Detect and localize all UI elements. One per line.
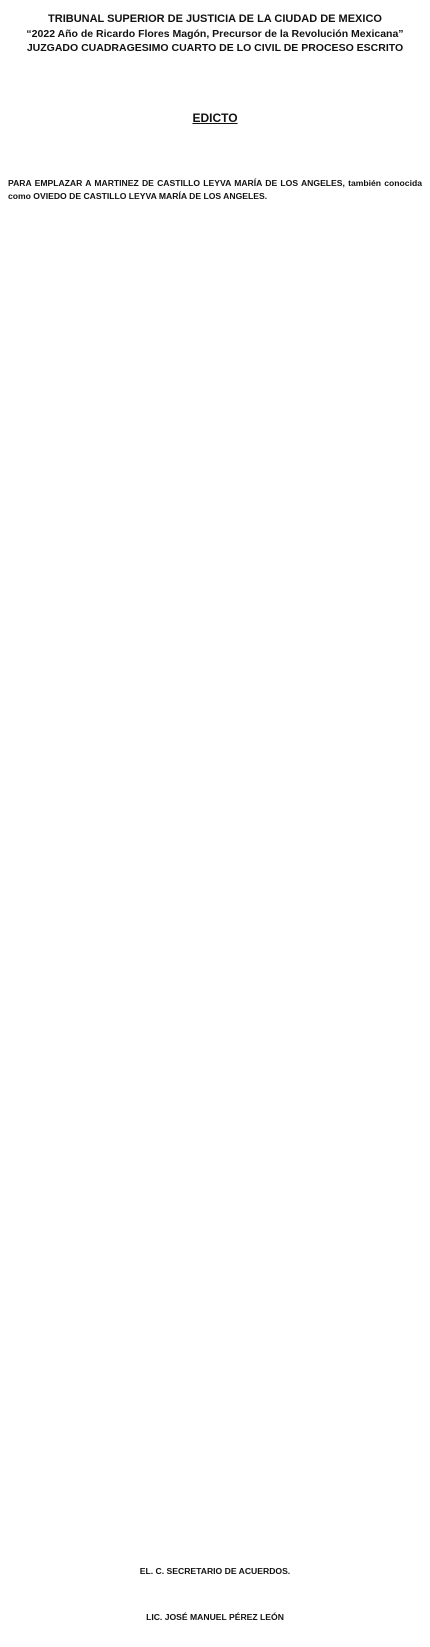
notice-title: EDICTO: [192, 111, 238, 126]
notice-body: [8, 228, 422, 1468]
court-name: TRIBUNAL SUPERIOR DE JUSTICIA DE LA CIUDAD DE MEXICO: [48, 13, 382, 25]
tribunal-name: JUZGADO CUADRAGESIMO CUARTO DE LO CIVIL DE PROCESO ESCRITO: [26, 42, 404, 55]
secretary-role: EL. C. SECRETARIO DE ACUERDOS.: [139, 1566, 291, 1576]
summons-paragraph: PARA EMPLAZAR A MARTINEZ DE CASTILLO LEYVA MARÍA DE LOS ANGELES, también conocida como OVIEDO DE CASTILLO LEYVA MARÍA DE LOS ANGELES.: [8, 178, 422, 201]
secretary-name: LIC. JOSÉ MANUEL PÉREZ LEÓN: [146, 1612, 284, 1622]
signature-block: [0, 1566, 430, 1622]
year-motto: “2022 Año de Ricardo Flores Magón, Precursor de la Revolución Mexicana”: [26, 27, 404, 40]
